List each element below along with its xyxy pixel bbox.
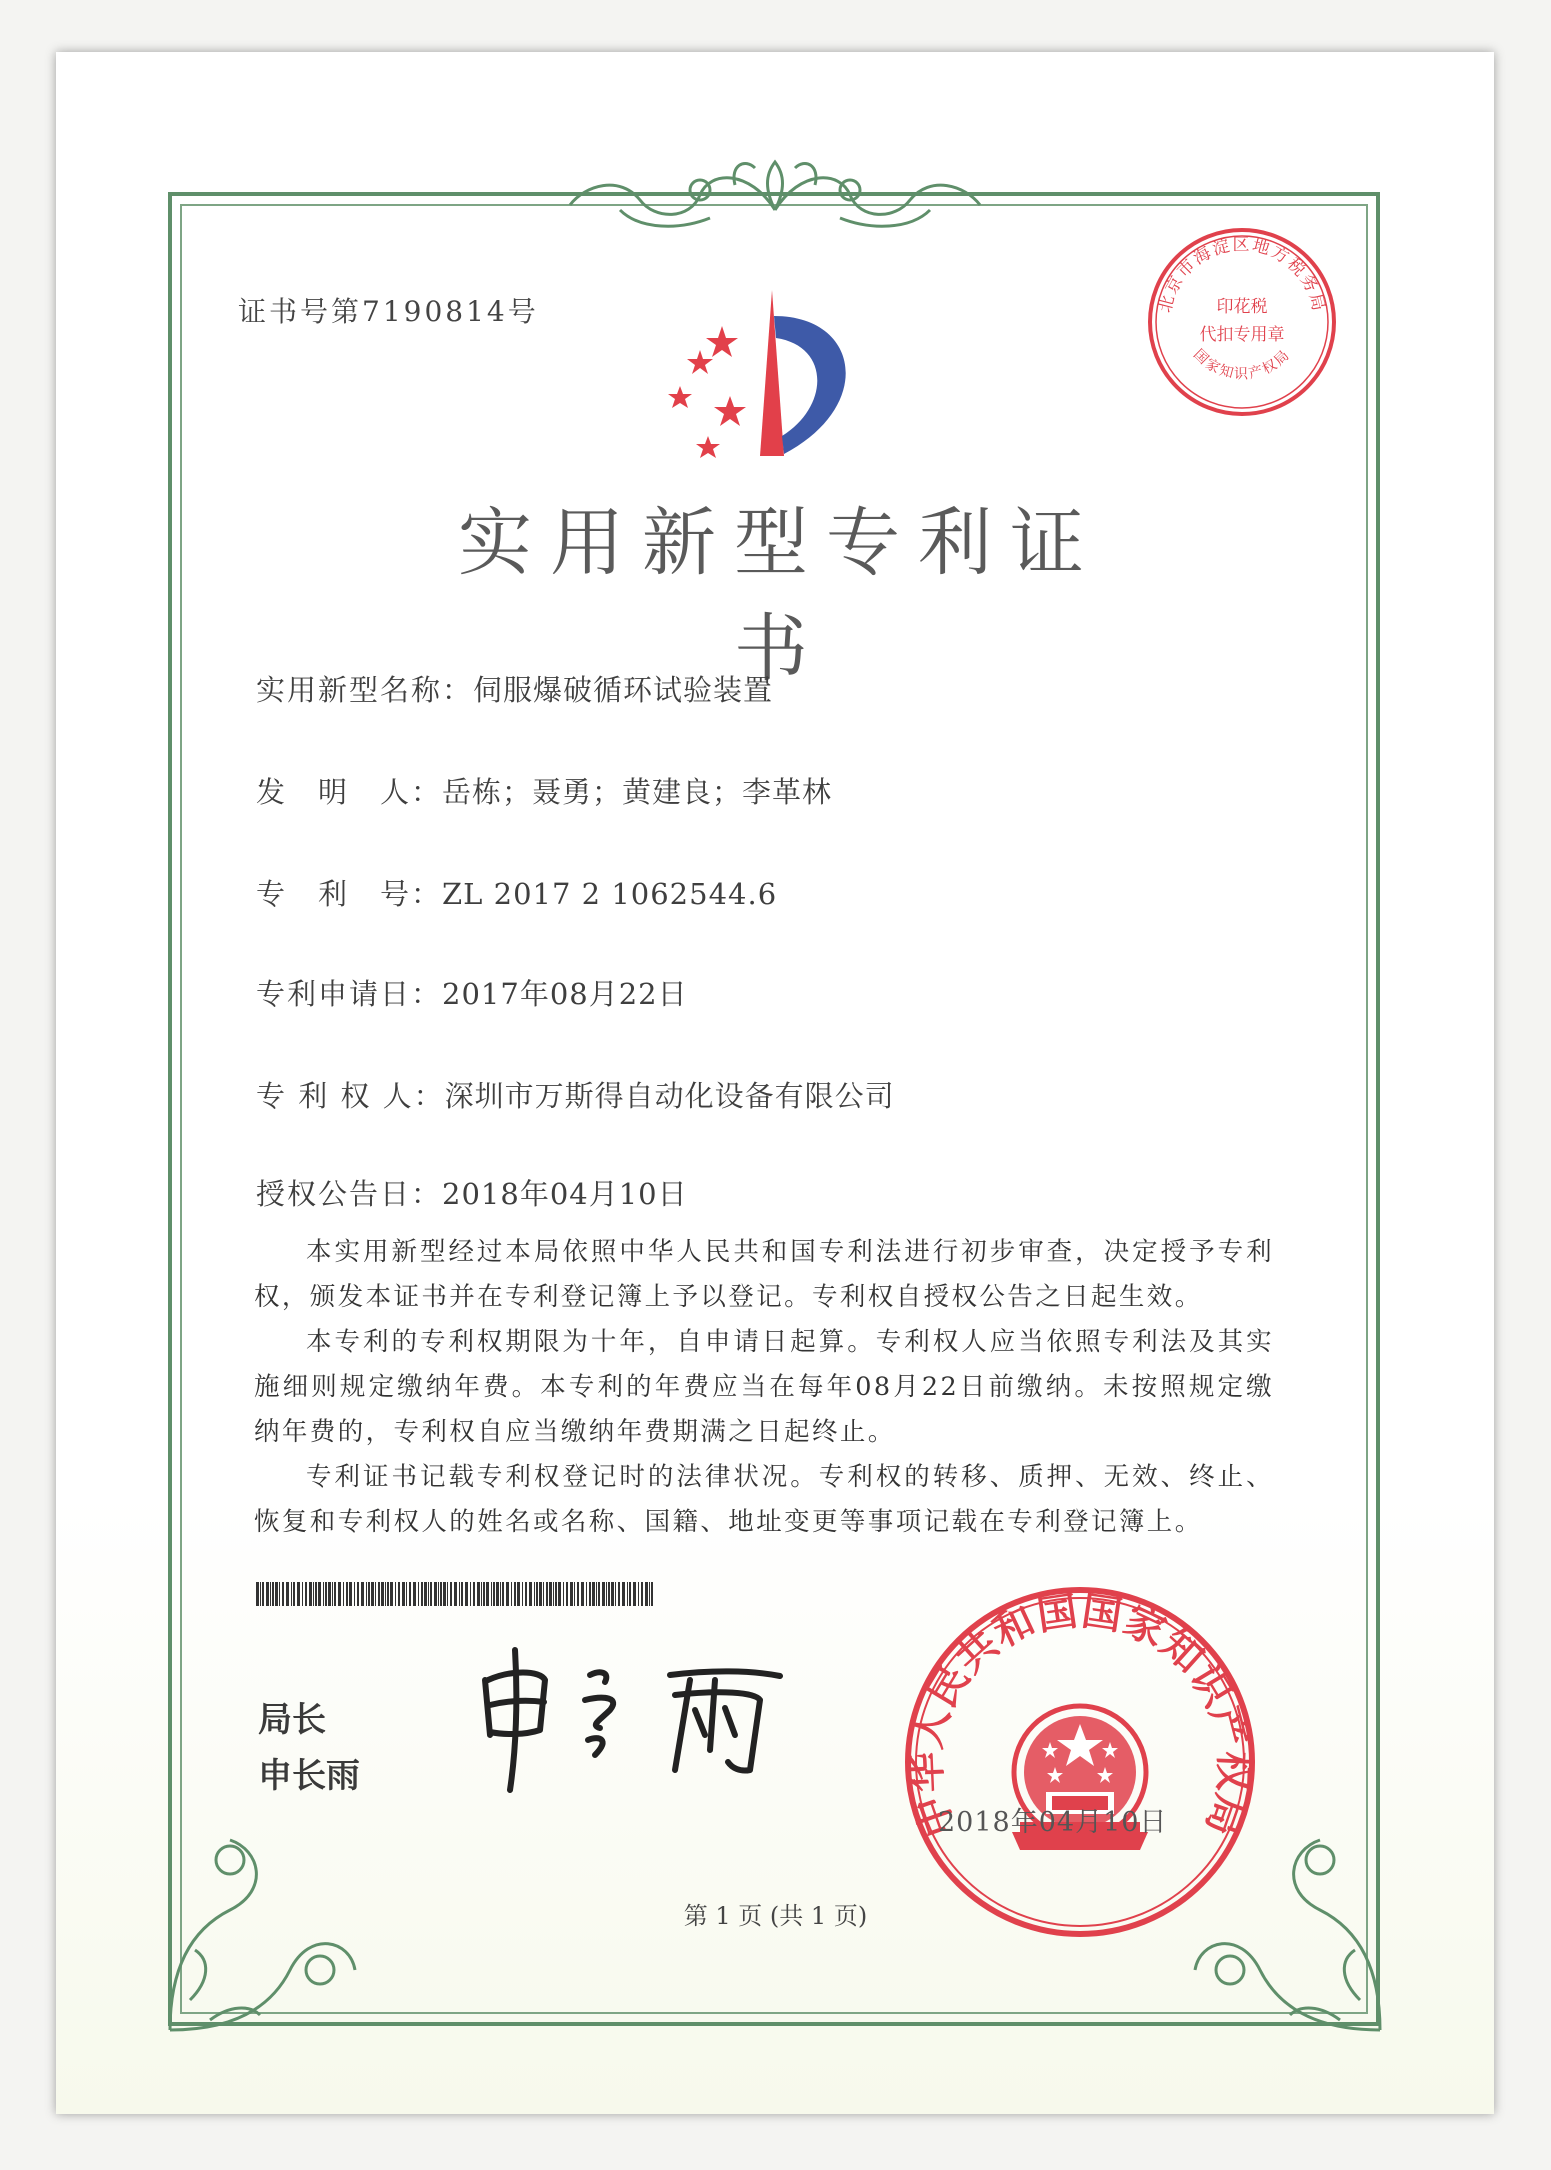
barcode-bar	[465, 1582, 468, 1606]
barcode-bar	[522, 1582, 523, 1606]
barcode-bar	[447, 1582, 448, 1606]
barcode-bar	[309, 1582, 312, 1606]
barcode-bar	[529, 1582, 532, 1606]
barcode-bar	[282, 1582, 284, 1606]
field-label: 专 利 号：	[256, 877, 443, 911]
barcode-bar	[325, 1582, 327, 1606]
barcode-bar	[438, 1582, 439, 1606]
barcode-bar	[470, 1582, 471, 1606]
barcode-bar	[293, 1582, 295, 1606]
barcode-bar	[536, 1582, 538, 1606]
certificate-title: 实用新型专利证书	[458, 500, 1102, 692]
barcode-bar	[262, 1582, 264, 1606]
barcode-bar	[511, 1582, 512, 1606]
barcode-bar	[302, 1582, 303, 1606]
barcode-bar	[553, 1582, 554, 1606]
barcode-bar	[493, 1582, 495, 1606]
barcode-bar	[443, 1582, 446, 1606]
barcode-bar	[517, 1582, 520, 1606]
barcode-bar	[313, 1582, 314, 1606]
tax-stamp-center-line2: 代扣专用章	[1199, 325, 1285, 345]
barcode-bar	[430, 1582, 432, 1606]
seal-date: 2018年04月10日	[938, 1807, 1168, 1838]
barcode-bar	[563, 1582, 564, 1606]
field-application-date	[256, 972, 688, 1013]
barcode-bar	[375, 1582, 376, 1606]
barcode-bar	[406, 1582, 407, 1606]
barcode-bar	[328, 1582, 331, 1606]
barcode-bar	[645, 1582, 648, 1606]
field-patent-number	[256, 872, 777, 913]
barcode-bar	[649, 1582, 650, 1606]
barcode-bar	[611, 1582, 614, 1606]
signatory-role: 局长	[258, 1700, 326, 1740]
barcode-bar	[357, 1582, 359, 1606]
barcode-bar	[502, 1582, 504, 1606]
body-paragraph: 本实用新型经过本局依照中华人民共和国专利法进行初步审查，决定授予专利权，颁发本证书并在专利登记簿上予以登记。专利权自授权公告之日起生效。	[254, 1237, 1274, 1312]
tax-stamp-ring-text: 北京市海淀区地方税务局	[1155, 235, 1329, 315]
barcode-bar	[514, 1582, 516, 1606]
field-inventors	[256, 770, 832, 811]
barcode-bar	[334, 1582, 336, 1606]
barcode-bar	[622, 1582, 625, 1606]
barcode-bar	[577, 1582, 579, 1606]
field-patentee	[256, 1074, 895, 1115]
field-grant-date	[256, 1172, 688, 1213]
barcode-bar	[592, 1582, 595, 1606]
barcode-bar	[602, 1582, 605, 1606]
svg-text:国家知识产权局	[1190, 346, 1294, 382]
barcode-bar	[589, 1582, 591, 1606]
barcode-bar	[641, 1582, 643, 1606]
handwritten-signature-icon	[470, 1640, 790, 1800]
barcode-bar	[275, 1582, 278, 1606]
barcode-bar	[618, 1582, 620, 1606]
tax-stamp-bottom-text: 国家知识产权局	[1190, 346, 1294, 383]
barcode-bar	[486, 1582, 489, 1606]
barcode-bar	[615, 1582, 616, 1606]
barcode-bar	[651, 1582, 653, 1606]
barcode-bar	[413, 1582, 416, 1606]
body-paragraph: 专利证书记载专利权登记时的法律状况。专利权的转移、质押、无效、终止、恢复和专利权人的姓名或名称、国籍、地址变更等事项记载在专利登记簿上。	[254, 1462, 1274, 1537]
field-utility-model-name	[256, 668, 773, 709]
barcode-bar	[570, 1582, 573, 1606]
barcode-bar	[574, 1582, 575, 1606]
field-value: ZL 2017 2 1062544.6	[442, 877, 778, 911]
barcode-bar	[346, 1582, 348, 1606]
barcode-bar	[343, 1582, 344, 1606]
barcode-bar	[454, 1582, 457, 1606]
barcode-bar	[459, 1582, 460, 1606]
field-value: 深圳市万斯得自动化设备有限公司	[444, 1079, 895, 1113]
barcode-bar	[266, 1582, 269, 1606]
barcode-bar	[378, 1582, 380, 1606]
barcode-bar	[633, 1582, 636, 1606]
barcode-bar	[272, 1582, 274, 1606]
barcode-bar	[558, 1582, 561, 1606]
barcode-bar	[586, 1582, 587, 1606]
seal-ring-text: 中华人民共和国国家知识产权局	[903, 1588, 1257, 1843]
barcode-bar	[368, 1582, 370, 1606]
barcode-bar	[260, 1582, 261, 1606]
barcode-bar	[608, 1582, 610, 1606]
barcode-bar	[297, 1582, 300, 1606]
barcode-bar	[477, 1582, 480, 1606]
barcode-bar	[473, 1582, 475, 1606]
field-label: 实用新型名称：	[256, 673, 474, 707]
tax-office-stamp-icon	[1142, 222, 1342, 422]
field-label: 授权公告日：	[256, 1177, 443, 1211]
page-number: 第 1 页 (共 1 页)	[683, 1902, 868, 1930]
barcode-bar	[279, 1582, 280, 1606]
barcode-bar	[338, 1582, 341, 1606]
barcode-bar	[418, 1582, 419, 1606]
field-value: 伺服爆破循环试验装置	[473, 673, 774, 707]
barcode-bar	[398, 1582, 400, 1606]
barcode-bar	[371, 1582, 374, 1606]
field-label: 发 明 人：	[256, 775, 443, 809]
top-floral-ornament-icon	[560, 150, 990, 240]
barcode-bar	[491, 1582, 492, 1606]
barcode-bar	[286, 1582, 289, 1606]
barcode-bar	[323, 1582, 324, 1606]
barcode-bar	[395, 1582, 396, 1606]
field-label: 专 利 权 人：	[256, 1079, 445, 1113]
barcode	[256, 1582, 656, 1606]
field-value: 2018年04月10日	[442, 1177, 688, 1211]
barcode-bar	[440, 1582, 442, 1606]
barcode-bar	[381, 1582, 384, 1606]
barcode-bar	[256, 1582, 259, 1606]
barcode-bar	[434, 1582, 437, 1606]
barcode-bar	[390, 1582, 393, 1606]
certificate-body	[254, 1230, 1274, 1545]
barcode-bar	[598, 1582, 600, 1606]
barcode-bar	[270, 1582, 271, 1606]
barcode-bar	[305, 1582, 307, 1606]
barcode-bar	[366, 1582, 367, 1606]
body-paragraph: 本专利的专利权期限为十年，自申请日起算。专利权人应当依照专利法及其实施细则规定缴纳年费。本专利的年费应当在每年08月22日前缴纳。未按照规定缴纳年费的，专利权自应当缴纳年费期满之日起终止。	[254, 1327, 1274, 1447]
barcode-bar	[409, 1582, 411, 1606]
signatory-name: 申长雨	[258, 1756, 360, 1796]
barcode-bar	[555, 1582, 557, 1606]
barcode-bar	[387, 1582, 389, 1606]
barcode-bar	[525, 1582, 527, 1606]
tax-stamp-center-line1: 印花税	[1216, 297, 1268, 317]
barcode-bar	[450, 1582, 452, 1606]
barcode-bar	[566, 1582, 568, 1606]
barcode-bar	[539, 1582, 542, 1606]
certificate-number: 证书号第7190814号	[238, 295, 539, 328]
barcode-bar	[534, 1582, 535, 1606]
barcode-bar	[424, 1582, 427, 1606]
patent-office-logo-icon	[660, 286, 900, 466]
barcode-bar	[606, 1582, 607, 1606]
barcode-bar	[332, 1582, 333, 1606]
barcode-bar	[549, 1582, 552, 1606]
barcode-bar	[421, 1582, 423, 1606]
barcode-bar	[543, 1582, 544, 1606]
barcode-bar	[581, 1582, 584, 1606]
barcode-bar	[481, 1582, 482, 1606]
barcode-bar	[596, 1582, 597, 1606]
barcode-bar	[506, 1582, 509, 1606]
barcode-bar	[627, 1582, 628, 1606]
barcode-bar	[318, 1582, 321, 1606]
field-value: 2017年08月22日	[442, 977, 688, 1011]
barcode-bar	[428, 1582, 429, 1606]
barcode-bar	[629, 1582, 631, 1606]
barcode-bar	[461, 1582, 463, 1606]
barcode-bar	[291, 1582, 292, 1606]
barcode-bar	[349, 1582, 352, 1606]
barcode-bar	[315, 1582, 317, 1606]
barcode-bar	[638, 1582, 639, 1606]
field-value: 岳栋；聂勇；黄建良；李革林	[442, 775, 833, 809]
barcode-bar	[483, 1582, 485, 1606]
barcode-bar	[385, 1582, 386, 1606]
barcode-bar	[500, 1582, 501, 1606]
ip-office-seal-icon	[900, 1582, 1260, 1942]
field-label: 专利申请日：	[256, 977, 443, 1011]
barcode-bar	[546, 1582, 548, 1606]
barcode-bar	[496, 1582, 499, 1606]
barcode-bar	[354, 1582, 355, 1606]
barcode-bar	[361, 1582, 364, 1606]
barcode-bar	[402, 1582, 405, 1606]
